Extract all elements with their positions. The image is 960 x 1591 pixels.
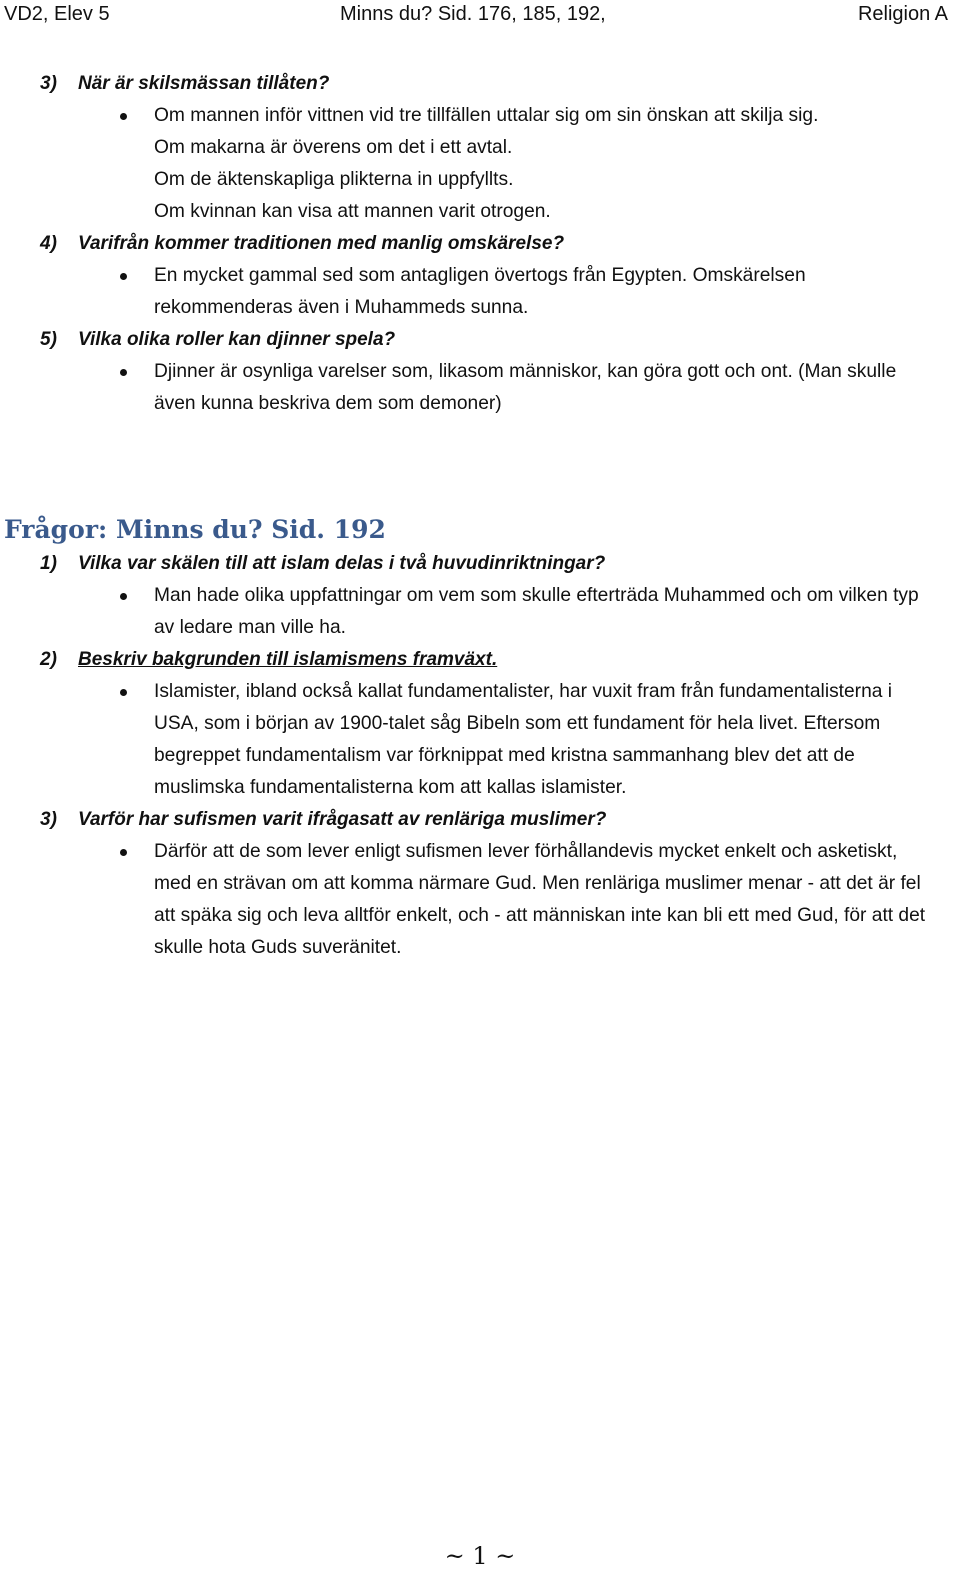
answer-line xyxy=(154,132,939,164)
question-text: Varifrån kommer traditionen med manlig omskärelse? xyxy=(78,233,565,254)
question-text: När är skilsmässan tillåten? xyxy=(78,73,330,94)
bullet-icon xyxy=(120,369,127,376)
answer-bullet xyxy=(154,580,939,644)
header-center: Minns du? Sid. 176, 185, 192, xyxy=(340,3,606,25)
question-number: 3) xyxy=(40,73,57,94)
question-5 xyxy=(0,324,960,356)
bullet-icon xyxy=(120,593,127,600)
header-right: Religion A xyxy=(857,3,948,25)
answer-text: Man hade olika uppfattningar om vem som skulle efterträda Muhammed och om vilken typ av ledare man ville ha. xyxy=(154,585,919,638)
question-text: Beskriv bakgrunden till islamismens framväxt. xyxy=(78,649,498,670)
question-3-sufism xyxy=(0,804,960,836)
document-body xyxy=(0,68,960,964)
question-text: Vilka olika roller kan djinner spela? xyxy=(78,329,396,350)
question-1 xyxy=(0,548,960,580)
bullet-icon xyxy=(120,689,127,696)
answer-text: Om makarna är överens om det i ett avtal. xyxy=(154,137,513,158)
answer-text: Islamister, ibland också kallat fundamentalister, har vuxit fram från fundamentalisterna i USA, som i början av 1900-talet såg Bibeln som ett fundament för hela livet. Eftersom begreppet fundamentalism var förknippat med kristna sammanhang blev det att de muslimska fundamentalisterna kom att kallas islamister. xyxy=(154,681,893,798)
question-2 xyxy=(0,644,960,676)
question-4 xyxy=(0,228,960,260)
page-number: ~ 1 ~ xyxy=(444,1542,516,1570)
question-text: Varför har sufismen varit ifrågasatt av renläriga muslimer? xyxy=(78,809,607,830)
question-number: 4) xyxy=(40,233,57,254)
question-number: 2) xyxy=(40,649,57,670)
question-text: Vilka var skälen till att islam delas i två huvudinriktningar? xyxy=(78,553,606,574)
answer-bullet xyxy=(154,356,939,420)
header-left: VD2, Elev 5 xyxy=(4,3,110,25)
answer-text: Djinner är osynliga varelser som, likasom människor, kan göra gott och ont. (Man skulle även kunna beskriva dem som demoner) xyxy=(154,361,897,414)
question-number: 1) xyxy=(40,553,57,574)
answer-text: Om kvinnan kan visa att mannen varit otrogen. xyxy=(154,201,551,222)
bullet-icon xyxy=(120,849,127,856)
bullet-icon xyxy=(120,113,127,120)
answer-bullet xyxy=(154,100,939,132)
page-header xyxy=(0,0,960,28)
question-3 xyxy=(0,68,960,100)
answer-text: En mycket gammal sed som antagligen övertogs från Egypten. Omskärelsen rekommenderas även i Muhammeds sunna. xyxy=(154,265,806,318)
bullet-icon xyxy=(120,273,127,280)
question-number: 3) xyxy=(40,809,57,830)
answer-text: Om mannen inför vittnen vid tre tillfällen uttalar sig om sin önskan att skilja sig. xyxy=(154,105,819,126)
question-number: 5) xyxy=(40,329,57,350)
answer-text: Därför att de som lever enligt sufismen lever förhållandevis mycket enkelt och asketiskt, med en strävan om att komma närmare Gud. Men renläriga muslimer menar - att det är fel att späka sig och leva alltför enkelt, och - att människan inte kan bli ett med Gud, för att det skulle hota Guds suveränitet. xyxy=(154,841,926,958)
answer-bullet xyxy=(154,676,939,804)
answer-line xyxy=(154,196,939,228)
answer-bullet xyxy=(154,260,939,324)
answer-bullet xyxy=(154,836,939,964)
answer-line xyxy=(154,164,939,196)
answer-text: Om de äktenskapliga plikterna in uppfyllts. xyxy=(154,169,514,190)
section-heading: Frågor: Minns du? Sid. 192 xyxy=(4,515,386,544)
